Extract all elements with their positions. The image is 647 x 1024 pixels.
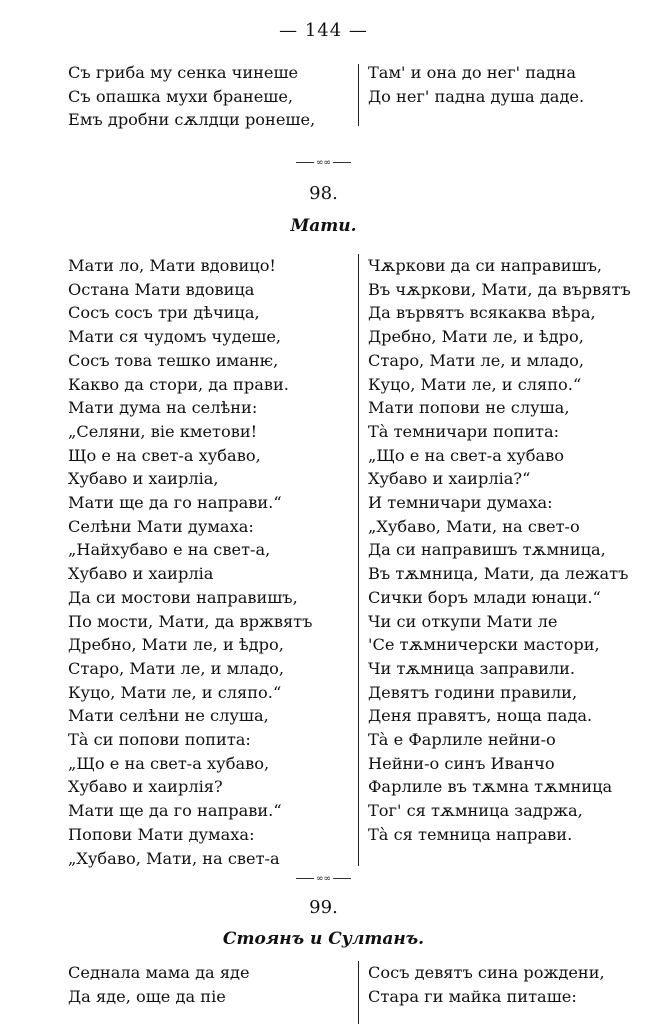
verse-line: Хубаво и хаирлія? (68, 777, 223, 797)
poem-number: 99. (309, 897, 338, 918)
verse-line: Тà ся темница направи. (368, 824, 573, 844)
verse-line: „Хубаво, Мати, на свет-а (68, 848, 280, 868)
verse-line: Мати селѣни не слуша, (68, 706, 269, 726)
verse-line: Селѣни Мати думаха: (68, 516, 254, 536)
verse-line: Сосъ сосъ три дѣчица, (68, 303, 260, 323)
column-rule (358, 961, 359, 1024)
verse-line: Старо, Мати ле, и младо, (368, 350, 584, 370)
verse-line: Въ чѫркови, Мати, да вървятъ (368, 279, 631, 299)
verse-line: Фарлиле въ тѫмна тѫмница (368, 777, 613, 797)
verse-line: До нег' падна душа даде. (368, 86, 585, 106)
verse-line: 'Се тѫмничерски мастори, (368, 635, 600, 655)
verse-line: Мати ще да го направи.“ (68, 493, 282, 513)
verse-line: Чи си откупи Мати ле (368, 611, 558, 631)
page-number-header: — 144 — (279, 20, 368, 41)
verse-line: Стара ги майка питаше: (368, 986, 577, 1006)
verse-line: Деня правятъ, ноща пада. (368, 706, 593, 726)
section1-left-column (68, 254, 312, 870)
verse-line: Мати ло, Мати вдовицо! (68, 256, 276, 275)
verse-line: И темничари думаха: (368, 493, 553, 513)
verse-line: Сосъ девятъ сина рождени, (368, 963, 605, 982)
section0-left-column (68, 61, 315, 132)
verse-line: Дребно, Мати ле, и ѣдро, (68, 635, 284, 655)
verse-line: Чи тѫмница заправили. (368, 658, 576, 678)
verse-line: Да си направишъ тѫмница, (368, 540, 606, 560)
section1-right-column (368, 254, 631, 847)
section-divider: ∞∞ (0, 152, 647, 160)
verse-line: Тог' ся тѫмница задржа, (368, 801, 583, 821)
verse-line: Тà е Фарлиле нейни-о (368, 730, 556, 750)
verse-line: „Що е на свет-а хубаво, (68, 753, 270, 773)
verse-line: Въ тѫмница, Мати, да лежатъ (368, 564, 629, 584)
verse-line: Какво да стори, да прави. (68, 374, 289, 394)
verse-line: „Що е на свет-а хубаво (368, 445, 564, 465)
verse-line: Да си мостови направишъ, (68, 587, 298, 607)
verse-line: Куцо, Мати ле, и сляпо.“ (368, 374, 582, 394)
verse-line: Мати дума на селѣни: (68, 398, 258, 418)
poem-title: Стоянъ и Султанъ. (222, 929, 425, 949)
verse-line: Да яде, още да піе (68, 986, 226, 1006)
verse-line: Остана Мати вдовица (68, 279, 255, 299)
poem-title: Мати. (290, 216, 357, 236)
verse-line: Попови Мати думаха: (68, 824, 255, 844)
verse-line: Девятъ години правили, (368, 682, 578, 702)
verse-line: Старо, Мати ле, и младо, (68, 658, 284, 678)
section2-left-column (68, 961, 250, 1008)
section-divider: ∞∞ (0, 868, 647, 876)
verse-line: „Хубаво, Мати, на свет-о (368, 516, 580, 536)
verse-line: Хубаво и хаирліа (68, 564, 214, 584)
verse-line: Хубаво и хаирліа?“ (368, 469, 531, 489)
verse-line: „Найхубаво е на свет-а, (68, 540, 271, 560)
verse-line: Там' и она до нег' падна (368, 63, 577, 82)
verse-line: Сосъ това тешко иманѥ, (68, 350, 279, 370)
verse-line: „Селяни, віе кметови! (68, 421, 258, 441)
poem-number: 98. (309, 183, 338, 204)
verse-line: Куцо, Мати ле, и сляпо.“ (68, 682, 282, 702)
verse-line: Дребно, Мати ле, и ѣдро, (368, 327, 584, 347)
verse-line: Тà темничари попита: (368, 421, 560, 441)
column-rule (358, 254, 359, 866)
verse-line: Емъ дробни сѫлдци ронеше, (68, 110, 316, 130)
verse-line: Сички боръ млади юнаци.“ (368, 587, 601, 607)
section2-right-column (368, 961, 605, 1008)
verse-line: Чѫркови да си направишъ, (368, 256, 603, 275)
verse-line: Мати ся чудомъ чудеше, (68, 327, 282, 347)
column-rule (358, 64, 359, 126)
verse-line: Седнала мама да яде (68, 963, 250, 982)
verse-line: Съ гриба му сенка чинеше (68, 63, 299, 82)
verse-line: Що е на свет-а хубаво, (68, 445, 261, 465)
verse-line: Хубаво и хаирліа, (68, 469, 219, 489)
verse-line: По мости, Мати, да вржвятъ (68, 611, 313, 631)
section0-right-column (368, 61, 584, 108)
verse-line: Мати попови не слуша, (368, 398, 570, 418)
verse-line: Тà си попови попита: (68, 730, 251, 750)
verse-line: Съ опашка мухи бранеше, (68, 86, 294, 106)
verse-line: Мати ще да го направи.“ (68, 801, 282, 821)
verse-line: Нейни-о синъ Иванчо (368, 753, 555, 773)
verse-line: Да вървятъ всякаква вѣра, (368, 303, 596, 323)
